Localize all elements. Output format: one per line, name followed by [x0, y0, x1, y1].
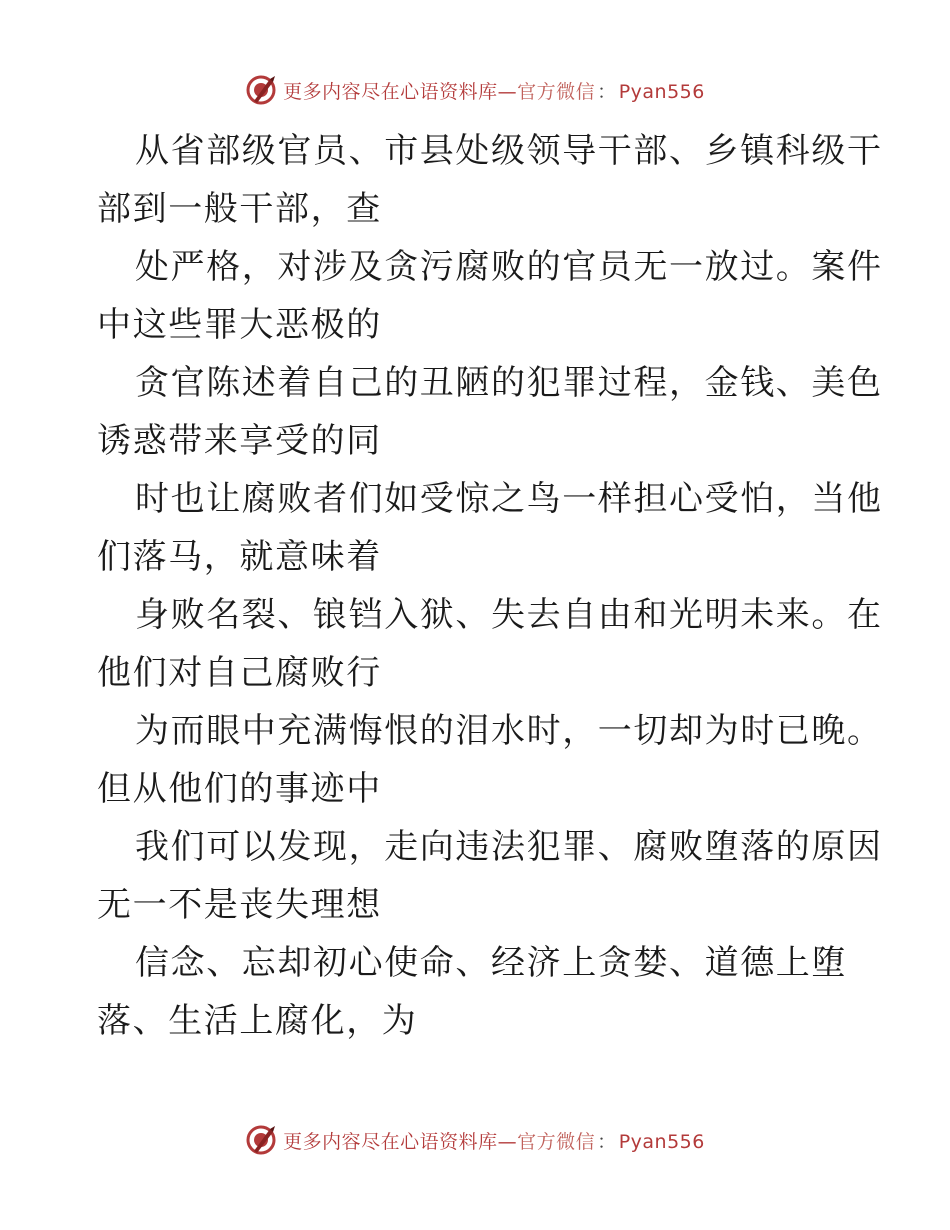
header-colon: ：: [597, 80, 617, 103]
paragraph-line: 落、生活上腐化，为: [97, 1001, 418, 1041]
footer-banner-text: [283, 1127, 705, 1154]
paragraph-line: 部到一般干部，查: [97, 189, 382, 229]
paragraph: [97, 122, 883, 238]
paragraph-line: 从省部级官员、市县处级领导干部、乡镇科级干: [135, 131, 883, 171]
header-dash: —: [497, 80, 518, 103]
paragraph: [97, 354, 883, 470]
document-body: [97, 122, 883, 1050]
footer-banner: [0, 1120, 950, 1160]
footer-dash: —: [497, 1130, 518, 1153]
paragraph: [97, 586, 883, 702]
paragraph-line: 身败名裂、锒铛入狱、失去自由和光明未来。在: [135, 595, 883, 635]
header-wechat-id: Pyan556: [618, 80, 705, 103]
footer-official: 官方微信: [517, 1130, 596, 1153]
paragraph-line: 贪官陈述着自己的丑陋的犯罪过程，金钱、美色: [135, 363, 883, 403]
header-site-text: 更多内容尽在心语资料库: [283, 80, 498, 103]
footer-colon: ：: [597, 1130, 617, 1153]
paragraph: [97, 238, 883, 354]
paragraph-line: 无一不是丧失理想: [97, 885, 382, 925]
pen-logo-icon: [245, 1124, 277, 1156]
paragraph: [97, 702, 883, 818]
paragraph-line: 们落马，就意味着: [97, 537, 382, 577]
header-official: 官方微信: [517, 80, 596, 103]
paragraph: [97, 818, 883, 934]
paragraph-line: 时也让腐败者们如受惊之鸟一样担心受怕，当他: [135, 479, 883, 519]
paragraph: [97, 934, 857, 1050]
footer-site-text: 更多内容尽在心语资料库: [283, 1130, 498, 1153]
paragraph: [97, 470, 883, 586]
paragraph-line: 信念、忘却初心使命、经济上贪婪、道德上堕: [135, 943, 847, 983]
paragraph-line: 中这些罪大恶极的: [97, 305, 382, 345]
paragraph-line: 他们对自己腐败行: [97, 653, 382, 693]
paragraph-line: 处严格，对涉及贪污腐败的官员无一放过。案件: [135, 247, 883, 287]
paragraph-line: 为而眼中充满悔恨的泪水时，一切却为时已晚。: [135, 711, 883, 751]
paragraph-line: 诱惑带来享受的同: [97, 421, 382, 461]
header-banner: [0, 70, 950, 110]
footer-wechat-id: Pyan556: [618, 1130, 705, 1153]
paragraph-line: 我们可以发现，走向违法犯罪、腐败堕落的原因: [135, 827, 883, 867]
pen-logo-icon: [245, 74, 277, 106]
header-banner-text: [283, 77, 705, 104]
paragraph-line: 但从他们的事迹中: [97, 769, 382, 809]
